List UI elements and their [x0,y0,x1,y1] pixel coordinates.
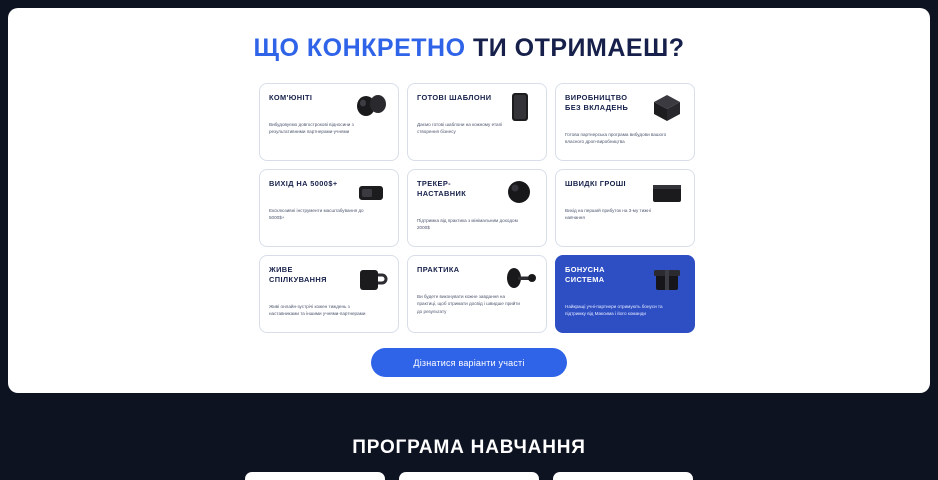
benefit-card-text: Підтримка від практика з мінімальним доходом 2000$ [417,217,518,231]
benefit-card-title: БОНУСНА СИСТЕМА [565,265,605,284]
benefit-card-text: Даємо готові шаблони на кожному етапі створення бізнесу [417,121,503,135]
benefit-card-title: ПРАКТИКА [417,265,460,274]
program-cards [0,472,938,480]
benefit-card-text: Ексклюзивні інструменти масштабування до 5000$+ [269,207,364,221]
benefit-card[interactable] [555,169,695,247]
earbuds-icon [350,90,392,124]
benefit-card[interactable] [555,83,695,161]
case-icon [646,176,688,210]
join-options-button[interactable]: Дізнатися варіанти участі [371,348,567,377]
program-section [0,401,938,480]
benefit-card[interactable] [259,255,399,333]
program-card[interactable] [245,472,385,480]
benefit-card-title: ГОТОВІ ШАБЛОНИ [417,93,492,102]
page-title [8,34,930,63]
gift-icon [646,262,688,296]
program-card[interactable] [553,472,693,480]
benefit-card-title: ВИРОБНИЦТВО БЕЗ ВКЛАДЕНЬ [565,93,629,112]
phone-icon [498,90,540,124]
benefit-card-title: ТРЕКЕР-НАСТАВНИК [417,179,467,198]
benefit-card[interactable] [407,169,547,247]
benefits-grid [259,83,695,333]
benefit-card-text: Найкращі учні-партнери отримують бонуси та підтримку від Максима і його команди [565,303,663,317]
benefit-card-title: ШВИДКІ ГРОШІ [565,179,627,188]
device-icon [350,176,392,210]
page-title-accent: ЩО КОНКРЕТНО [253,34,473,62]
program-title: ПРОГРАМА НАВЧАННЯ [352,437,586,458]
mug-icon [350,262,392,296]
benefit-card-text: Ви будете виконувати кожне завдання на практиці, щоб отримати досвід і швидше прийти до результату [417,293,520,314]
top-strip [0,0,938,8]
benefit-card-text: Живі онлайн-зустрічі кожен тиждень з наставниками та іншими учнями-партнерами [269,303,366,317]
benefit-card[interactable] [407,83,547,161]
benefit-card-title: ВИХІД НА 5000$+ [269,179,338,188]
benefit-card-title: КОМ'ЮНІТІ [269,93,313,102]
page-title-rest: ТИ ОТРИМАЕШ? [472,34,685,62]
benefits-panel [8,8,930,393]
benefit-card-text: Вихід на перший прибуток на 3-му тижні навчання [565,207,651,221]
benefit-card[interactable] [259,169,399,247]
box-icon [646,90,688,124]
benefit-card-title: ЖИВЕ СПІЛКУВАННЯ [269,265,327,284]
benefit-card[interactable] [407,255,547,333]
disc-icon [498,262,540,296]
benefit-card[interactable] [259,83,399,161]
ball-icon [498,176,540,210]
benefit-card-text: Готова партнерська програма вибудови вашого власного дроп-виробництва [565,131,667,145]
cta-wrapper [8,348,930,377]
benefit-card-text: Вибудовуємо довгострокові відносини з результативними партнерами-учнями [269,121,354,135]
benefit-card-highlight[interactable] [555,255,695,333]
program-card[interactable] [399,472,539,480]
